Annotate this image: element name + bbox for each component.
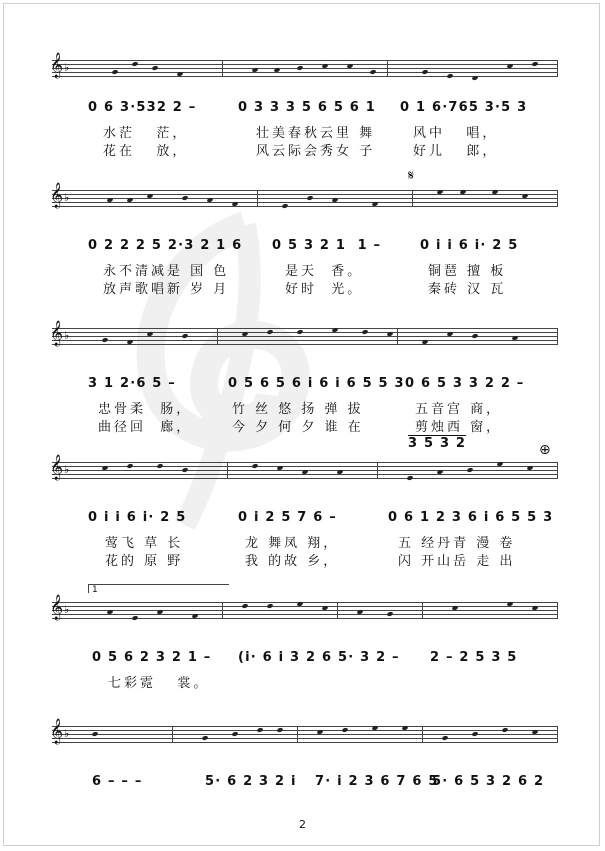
numbered-measure: 0 3 3 3 5 6 5 6 1 (238, 100, 377, 115)
staff (50, 595, 558, 620)
numbered-measure: 7· i 2 3 6 7 6 5 (315, 774, 439, 789)
lyric-line-1: 忠骨柔 肠， (98, 402, 193, 417)
lyric-line-1: 水茫 茫， (103, 126, 189, 141)
numbered-measure: (i· 6 i 3 2 6 (238, 650, 333, 665)
numbered-measure: 6 – – – (92, 774, 143, 789)
staff (50, 719, 558, 744)
lyric-line-1: 七彩霓 裳。 (108, 676, 210, 691)
page-number: 2 (299, 818, 306, 831)
flat-icon: ♭ (64, 727, 70, 740)
flat-icon: ♭ (64, 463, 70, 476)
lyric-line-1: 壮美春秋云里 舞 (256, 126, 376, 141)
lyric-line-1: 永不清减是 国 色 (103, 264, 230, 279)
numbered-measure: 0 2 2 2 5 2·3 2 1 6 (88, 238, 243, 253)
flat-icon: ♭ (64, 603, 70, 616)
lyric-line-2: 放声歌唱新 岁 月 (103, 282, 230, 297)
staff (50, 53, 558, 78)
staff (50, 183, 558, 208)
treble-clef-icon: 𝄞 (50, 719, 64, 744)
segno-icon: 𝄋 (408, 168, 415, 184)
treble-clef-icon: 𝄞 (50, 595, 64, 620)
staff (50, 321, 558, 346)
lyric-line-1: 五 经丹青 漫 卷 (398, 536, 516, 551)
numbered-measure: 2 – 2 5 3 5 (430, 650, 518, 665)
treble-clef-icon: 𝄞 (50, 455, 64, 480)
numbered-measure: 0 i i 6 i· 2 5 (420, 238, 519, 253)
lyric-line-1: 莺飞 草 长 (105, 536, 184, 551)
treble-clef-icon: 𝄞 (50, 53, 64, 78)
treble-clef-icon: 𝄞 (50, 183, 64, 208)
numbered-measure: 0 1 6·765 3·5 3 (400, 100, 528, 115)
numbered-measure: 0 6 5 3 3 2 2 – (405, 376, 525, 391)
numbered-measure: 0 6 1 2 3 6 i 6 5 5 3 (388, 510, 554, 525)
lyric-line-2: 剪烛西 窗， (415, 420, 503, 435)
lyric-line-2: 风云际会秀女 子 (256, 144, 376, 159)
numbered-measure: 0 5 6 5 6 i 6 i 6 5 5 3 (228, 376, 405, 391)
lyric-line-2: 我 的故 乡， (245, 554, 340, 569)
lyric-line-1: 五音宫 商， (415, 402, 503, 417)
numbered-measure: 0 i i 6 i· 2 5 (88, 510, 187, 525)
lyric-line-1: 竹 丝 悠 扬 弹 拔 (232, 402, 364, 417)
numbered-measure: 3 1 2·6 5 – (88, 376, 176, 391)
flat-icon: ♭ (64, 61, 70, 74)
overline-numbered: 3 5 3 2 (408, 436, 467, 451)
flat-icon: ♭ (64, 191, 70, 204)
numbered-measure: 5· 3 2 – (338, 650, 400, 665)
coda-icon: ⊕ (539, 442, 551, 458)
lyric-line-2: 曲径回 廊， (98, 420, 193, 435)
numbered-measure: 0 5 6 2 3 2 1 – (92, 650, 212, 665)
treble-clef-icon: 𝄞 (50, 321, 64, 346)
numbered-measure: 0 6 3·532 2 – (88, 100, 197, 115)
lyric-line-1: 龙 舞凤 翔， (245, 536, 340, 551)
lyric-line-2: 花在 放， (103, 144, 189, 159)
lyric-line-2: 秦砖 汉 瓦 (428, 282, 507, 297)
numbered-measure: 5· 6 2 3 2 i (205, 774, 297, 789)
treble-clef-watermark (95, 205, 355, 535)
lyric-line-2: 今 夕 何 夕 谁 在 (232, 420, 364, 435)
volta-number: 1 (92, 585, 98, 595)
lyric-line-2: 好时 光。 (285, 282, 364, 297)
flat-icon: ♭ (64, 329, 70, 342)
staff (50, 455, 558, 480)
lyric-line-1: 铜琶 擅 板 (428, 264, 507, 279)
numbered-measure: 0 i 2 5 7 6 – (238, 510, 337, 525)
numbered-measure: 5· 6 5 3 2 6 2 (432, 774, 545, 789)
lyric-line-2: 闪 开山岳 走 出 (398, 554, 516, 569)
lyric-line-1: 风中 唱， (413, 126, 499, 141)
volta-bracket (88, 584, 229, 593)
lyric-line-1: 是天 香。 (285, 264, 364, 279)
lyric-line-2: 好儿 郎， (413, 144, 499, 159)
numbered-measure: 0 5 3 2 1 1 – (272, 238, 382, 253)
lyric-line-2: 花的 原 野 (105, 554, 184, 569)
